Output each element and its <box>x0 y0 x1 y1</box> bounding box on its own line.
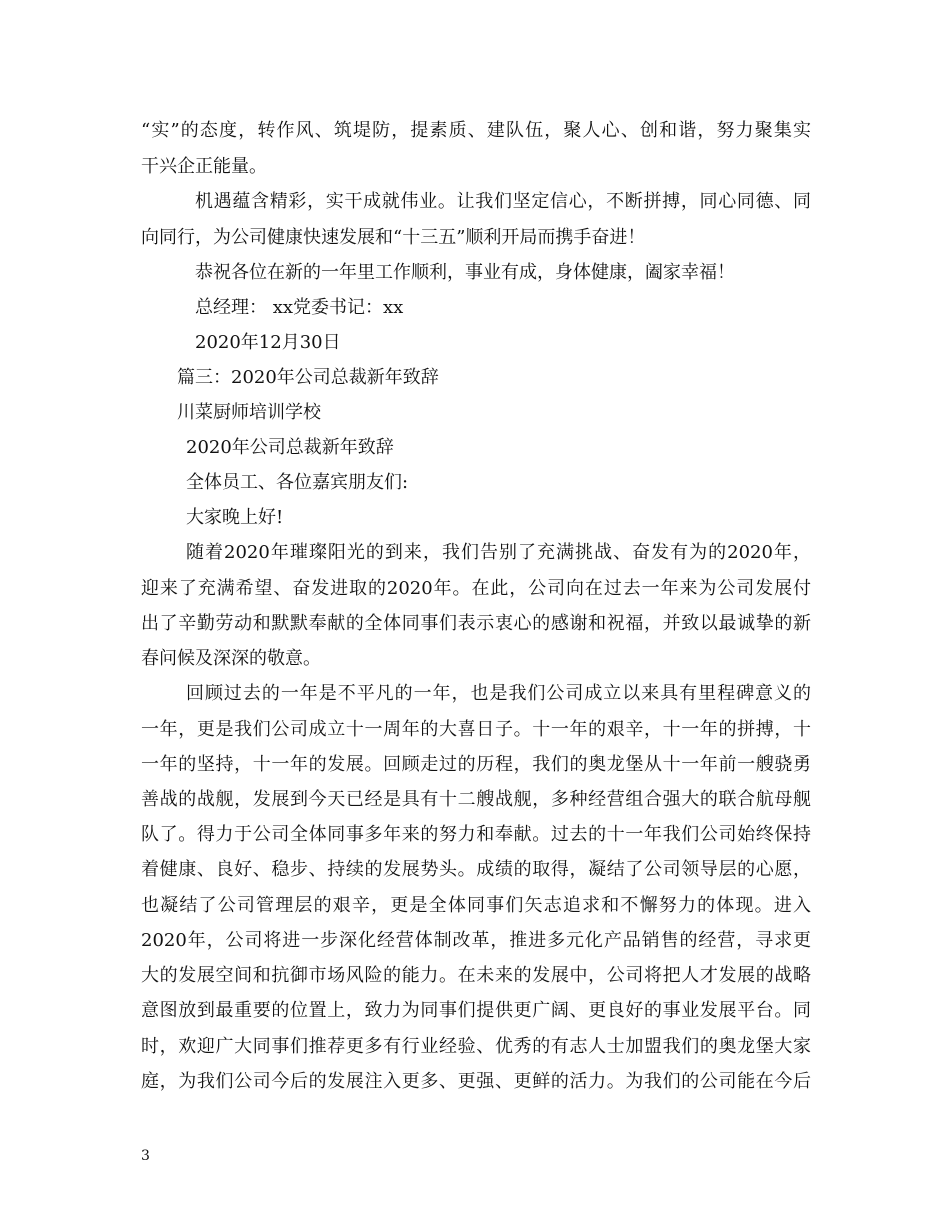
body-text-line: 随着2020年璀璨阳光的到来，我们告别了充满挑战、奋发有为的2020年， <box>186 542 811 563</box>
greeting-line: 大家晚上好! <box>186 507 284 528</box>
body-text-line: 也凝结了公司管理层的艰辛，更是全体同事们矢志追求和不懈努力的体现。进入 <box>141 895 811 916</box>
salutation-line: 全体员工、各位嘉宾朋友们: <box>186 472 409 493</box>
body-text-line: 意图放到最重要的位置上，致力为同事们提供更广阔、更良好的事业发展平台。同 <box>141 1000 811 1021</box>
body-text-line: 庭，为我们公司今后的发展注入更多、更强、更鲜的活力。为我们的公司能在今后 <box>141 1071 811 1092</box>
body-text-line: 着健康、良好、稳步、持续的发展势头。成绩的取得，凝结了公司领导层的心愿， <box>141 859 811 880</box>
signature-line: 总经理： xx党委书记：xx <box>195 297 404 318</box>
body-text-line: 大的发展空间和抗御市场风险的能力。在未来的发展中，公司将把人才发展的战略 <box>141 965 811 986</box>
body-text-line: 2020年，公司将进一步深化经营体制改革，推进多元化产品销售的经营，寻求更 <box>141 930 811 951</box>
body-text-line: 时，欢迎广大同事们推荐更多有行业经验、优秀的有志人士加盟我们的奥龙堡大家 <box>141 1036 811 1057</box>
body-text-line: 回顾过去的一年是不平凡的一年，也是我们公司成立以来具有里程碑意义的 <box>186 683 811 704</box>
body-text-line: 一年的坚持，十一年的发展。回顾走过的历程，我们的奥龙堡从十一年前一艘骁勇 <box>141 754 811 775</box>
section-heading: 篇三：2020年公司总裁新年致辞 <box>177 367 439 388</box>
body-text-line: 干兴企正能量。 <box>141 156 267 177</box>
body-text-line: 一年，更是我们公司成立十一周年的大喜日子。十一年的艰辛，十一年的拼搏，十 <box>141 719 811 740</box>
body-text-line: 机遇蕴含精彩，实干成就伟业。让我们坚定信心，不断拼搏，同心同德、同 <box>195 191 811 212</box>
body-text-line: 迎来了充满希望、奋发进取的2020年。在此，公司向在过去一年来为公司发展付 <box>141 578 811 599</box>
body-text-line: 出了辛勤劳动和默默奉献的全体同事们表示衷心的感谢和祝福，并致以最诚挚的新 <box>141 613 811 634</box>
body-text-line: 春问候及深深的敬意。 <box>141 648 321 669</box>
speech-title: 2020年公司总裁新年致辞 <box>186 437 394 458</box>
body-text-line: 向同行，为公司健康快速发展和“十三五”顺利开局而携手奋进！ <box>141 227 646 248</box>
greeting-line: 恭祝各位在新的一年里工作顺利，事业有成，身体健康，阖家幸福！ <box>195 262 735 283</box>
date-line: 2020年12月30日 <box>195 332 341 353</box>
body-text-line: 善战的战舰，发展到今天已经是具有十二艘战舰，多种经营组合强大的联合航母舰 <box>141 789 811 810</box>
page-number: 3 <box>141 1148 150 1164</box>
body-text-line: 队了。得力于公司全体同事多年来的努力和奉献。过去的十一年我们公司始终保持 <box>141 824 811 845</box>
organization-name: 川菜厨师培训学校 <box>177 402 321 423</box>
body-text-line: “实”的态度，转作风、筑堤防，提素质、建队伍，聚人心、创和谐，努力聚集实 <box>141 120 811 141</box>
